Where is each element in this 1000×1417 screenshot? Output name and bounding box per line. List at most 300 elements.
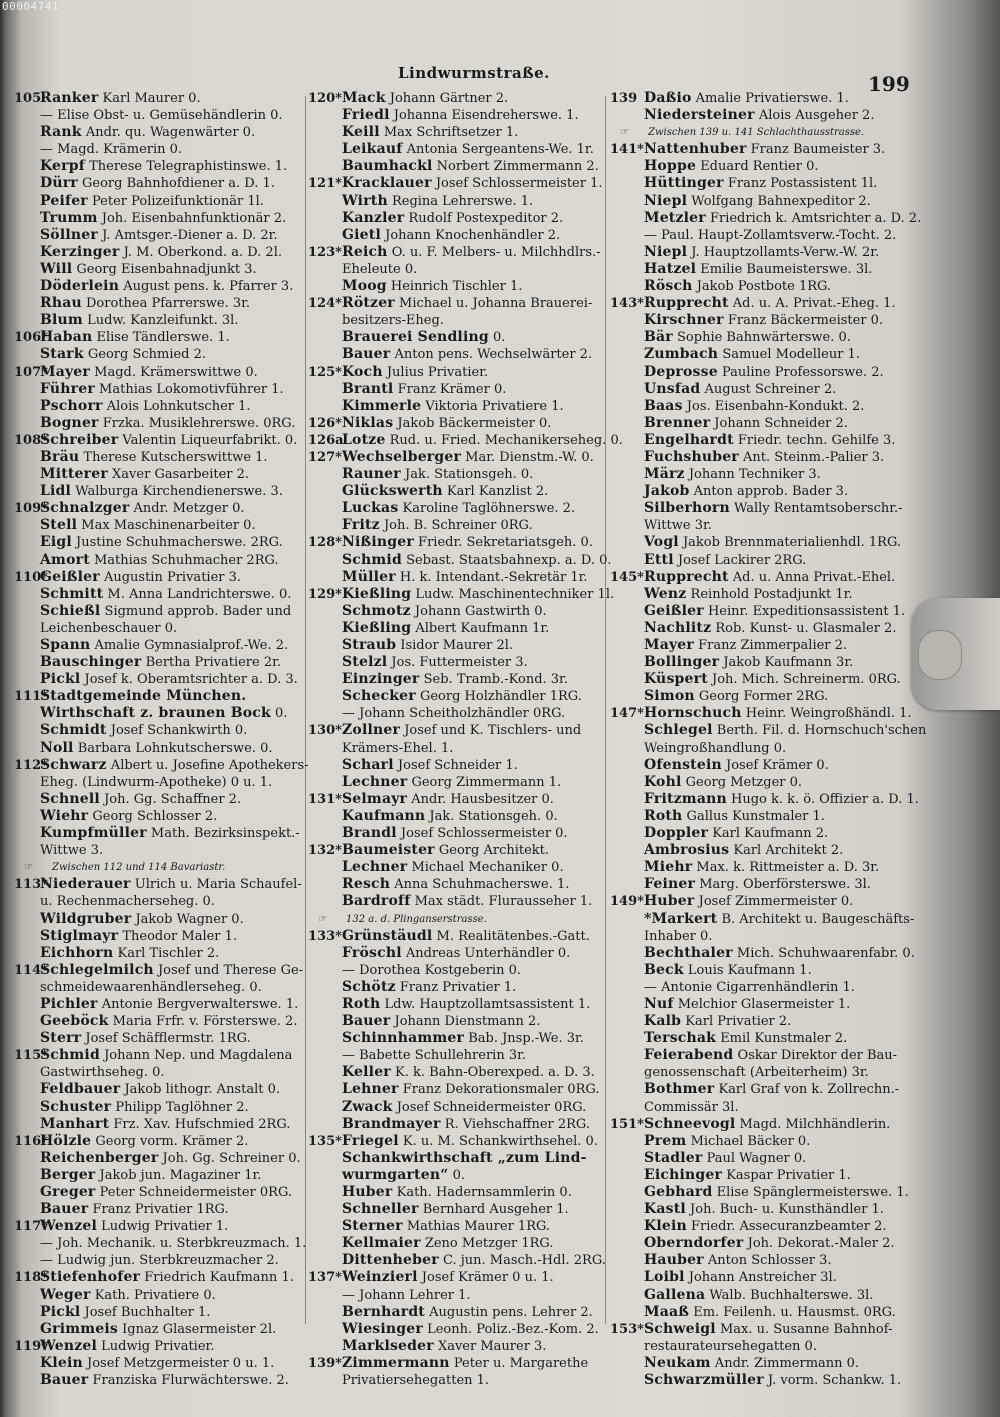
directory-entry (610, 1372, 905, 1389)
directory-entry (308, 175, 606, 192)
resident-surname: Terschak (644, 1030, 717, 1047)
directory-entry (14, 1150, 306, 1167)
resident-details: Rud. u. Fried. Mechanikerseheg. 0. (385, 432, 623, 448)
resident-surname: Wildgruber (40, 910, 132, 927)
house-number: 112* (14, 757, 48, 773)
directory-entry (14, 603, 306, 620)
resident-details: Joh. Dekorat.-Maler 2. (743, 1236, 895, 1252)
directory-entry (14, 979, 306, 996)
street-note: Zwischen 112 und 114 Bavariastr. (52, 862, 226, 874)
directory-entry (14, 534, 306, 551)
directory-entry (14, 381, 306, 398)
resident-surname: Niederauer (40, 876, 131, 893)
resident-surname: Schankwirthschaft „zum Lind- (342, 1149, 587, 1166)
resident-surname: Eigl (40, 534, 72, 551)
directory-entry (14, 842, 306, 859)
resident-details: Anton approb. Bader 3. (689, 484, 849, 500)
resident-details: Jakob Kaufmann 3r. (719, 655, 854, 671)
directory-entry (308, 1235, 606, 1252)
directory-entry (308, 483, 606, 500)
resident-surname: Weinzierl (342, 1269, 418, 1286)
resident-details: Xaver Gasarbeiter 2. (107, 467, 250, 483)
resident-details: Eheleute 0. (342, 261, 418, 277)
directory-entry (308, 329, 606, 346)
resident-surname: Dürr (40, 175, 78, 192)
resident-surname: Niklas (342, 414, 394, 431)
directory-entry (308, 1116, 606, 1133)
column-right (610, 90, 927, 1389)
directory-entry (14, 398, 306, 415)
directory-entry (14, 107, 306, 124)
resident-details: Karl Maurer 0. (98, 91, 201, 106)
resident-surname: Gebhard (644, 1184, 713, 1200)
directory-entry (610, 193, 905, 210)
directory-entry (308, 842, 606, 859)
resident-details: Antonie Bergverwalterswe. 1. (97, 996, 299, 1012)
resident-details: Kath. Hadernsammlerin 0. (392, 1185, 572, 1200)
resident-surname: Bauer (40, 1372, 89, 1389)
resident-details: K. k. Bahn-Oberexped. a. D. 3. (390, 1065, 595, 1081)
resident-surname: Bräu (40, 448, 80, 465)
directory-entry (610, 671, 905, 688)
resident-surname: Schwarz (40, 756, 107, 773)
resident-details: Frzka. Musiklehrerswe. 0RG. (98, 415, 296, 431)
resident-details: Melchior Glasermeister 1. (673, 996, 851, 1012)
resident-surname: Hauber (644, 1252, 704, 1269)
resident-details: Philipp Taglöhner 2. (111, 1099, 249, 1115)
resident-surname: Resch (342, 876, 391, 893)
directory-entry (610, 740, 905, 757)
house-number: 106* (14, 330, 48, 346)
resident-surname: Feierabend (644, 1047, 734, 1064)
directory-entry (610, 278, 905, 295)
resident-details: Norbert Zimmermann 2. (432, 159, 599, 175)
directory-entry (308, 962, 606, 979)
resident-details: Josef Zimmermeister 0. (694, 894, 854, 910)
resident-details: Bertha Privatiere 2r. (141, 655, 282, 671)
resident-surname: Stadler (644, 1149, 703, 1166)
resident-details: Rob. Kunst- u. Glasmaler 2. (711, 620, 897, 636)
house-number: 113* (14, 877, 48, 893)
resident-surname: Peifer (40, 192, 88, 209)
resident-surname: Kastl (644, 1201, 686, 1218)
house-number: 124* (308, 296, 342, 312)
resident-details: Georg Bahnhofdiener a. D. 1. (77, 176, 275, 192)
directory-entry (14, 1269, 306, 1286)
resident-surname: Jakob (644, 483, 690, 500)
directory-entry (14, 569, 306, 586)
resident-details: — Paul. Haupt-Zollamtsverw.-Tocht. 2. (644, 227, 897, 243)
resident-surname: Wenz (644, 585, 687, 602)
resident-details: Gallus Kunstmaler 1. (682, 808, 825, 824)
resident-surname: Schneller (342, 1201, 419, 1218)
resident-surname: Geißler (644, 602, 704, 619)
resident-surname: Geißler (40, 568, 100, 585)
directory-entry (14, 158, 306, 175)
resident-details: Eduard Rentier 0. (696, 159, 819, 175)
directory-entry (14, 141, 306, 158)
directory-entry (610, 381, 905, 398)
resident-surname: Loibl (644, 1269, 685, 1286)
resident-surname: Feldbauer (40, 1081, 121, 1098)
house-number: 116* (14, 1133, 48, 1149)
house-number: 109* (14, 501, 48, 517)
directory-entry (308, 107, 606, 124)
resident-details: Seb. Tramb.-Kond. 3r. (419, 672, 568, 688)
resident-details: Max Maschinenarbeiter 0. (77, 518, 256, 534)
resident-surname: Hornschuch (644, 705, 742, 722)
resident-surname: Kohl (644, 773, 682, 790)
resident-details: Georg Architekt. (434, 843, 550, 859)
resident-details: Ignaz Glasermeister 2l. (118, 1321, 277, 1337)
resident-details: Johanna Eisendreherswe. 1. (389, 108, 579, 124)
resident-details: Amalie Privatierswe. 1. (691, 91, 849, 106)
directory-entry (610, 1167, 905, 1184)
resident-surname: Blum (40, 312, 83, 329)
directory-entry (610, 996, 905, 1013)
resident-details: Alois Lohnkutscher 1. (102, 398, 251, 414)
resident-surname: Kießling (342, 619, 412, 636)
resident-surname: Stadtgemeinde München. (40, 688, 247, 705)
resident-surname: Prem (644, 1132, 687, 1149)
resident-details: Sebast. Staatsbahnexp. a. D. 0. (401, 552, 612, 568)
resident-details: H. k. Intendant.-Sekretär 1r. (395, 569, 588, 585)
resident-surname: Grimmeis (40, 1320, 118, 1337)
directory-entry (14, 586, 306, 603)
resident-details: Anna Schuhmacherswe. 1. (390, 877, 570, 893)
directory-entry (14, 1133, 306, 1150)
resident-details: Augustin Privatier 3. (99, 569, 242, 585)
resident-details: Georg Schlosser 2. (88, 808, 218, 824)
resident-details: Gastwirthseheg. 0. (40, 1065, 165, 1081)
directory-entry (308, 1269, 606, 1286)
resident-surname: Brantl (342, 380, 394, 397)
resident-details: Georg Schmied 2. (83, 347, 207, 363)
resident-details: restaurateursehegatten 0. (644, 1338, 817, 1354)
resident-details: — Elise Obst- u. Gemüsehändlerin 0. (40, 108, 283, 124)
resident-details: Joh. Gg. Schaffner 2. (99, 791, 242, 807)
directory-entry (610, 1064, 905, 1081)
directory-entry (14, 1304, 306, 1321)
resident-surname: Unsfad (644, 380, 701, 397)
resident-surname: Kerzinger (40, 243, 120, 260)
resident-surname: Schmid (342, 551, 402, 568)
resident-details: Josef Lackirer 2RG. (673, 552, 807, 568)
directory-entry (610, 859, 905, 876)
resident-surname: März (644, 466, 685, 483)
directory-entry (308, 928, 606, 945)
directory-entry (14, 1047, 306, 1064)
resident-details: Zeno Metzger 1RG. (420, 1236, 554, 1252)
directory-entry (14, 124, 306, 141)
directory-entry (610, 722, 927, 739)
resident-surname: Bauer (40, 1201, 89, 1218)
pointing-hand-icon: ☞ (24, 862, 33, 874)
resident-surname: Rupprecht (644, 295, 729, 312)
resident-details: Franz Zimmerpalier 2. (694, 638, 848, 653)
resident-surname: Schmidt (40, 722, 107, 739)
resident-details: Amalie Gymnasialprof.-We. 2. (90, 638, 289, 653)
resident-surname: Baumeister (342, 842, 435, 859)
directory-entry (610, 534, 905, 551)
house-number: 139 (610, 91, 638, 106)
directory-entry (308, 210, 606, 227)
resident-surname: Niepl (644, 243, 688, 260)
house-number: 127* (308, 449, 342, 465)
resident-surname: Miehr (644, 859, 693, 876)
resident-surname: Roth (644, 807, 683, 824)
resident-details: besitzers-Eheg. (342, 313, 444, 329)
resident-details: Antonia Sergeantens-We. 1r. (402, 142, 594, 158)
resident-details: Hugo k. k. ö. Offizier a. D. 1. (726, 791, 919, 807)
resident-details: Walb. Buchhalterswe. 3l. (705, 1287, 874, 1303)
directory-entry (308, 431, 623, 449)
resident-details: Johann Schneider 2. (710, 415, 848, 431)
resident-surname: Stark (40, 346, 84, 363)
resident-details: Leonh. Poliz.-Bez.-Kom. 2. (422, 1321, 599, 1337)
resident-surname: Brandl (342, 825, 397, 842)
resident-details: Franz Privatier 1RG. (88, 1202, 229, 1218)
resident-surname: Keller (342, 1064, 391, 1081)
resident-surname: Nattenhuber (644, 141, 747, 158)
directory-entry (308, 346, 606, 363)
house-number: 108* (14, 432, 48, 448)
house-number: 147* (610, 706, 644, 722)
resident-details: Josef k. Oberamtsrichter a. D. 3. (80, 672, 298, 688)
directory-entry (14, 1167, 306, 1184)
resident-details: 0. (270, 706, 288, 722)
resident-surname: Bauer (342, 1013, 391, 1030)
directory-entry (610, 825, 905, 842)
resident-surname: Brandmayer (342, 1115, 441, 1132)
resident-surname: Feiner (644, 876, 696, 893)
resident-surname: Kimmerle (342, 397, 422, 414)
house-number: 153* (610, 1321, 644, 1337)
resident-surname: Kießling (342, 585, 412, 602)
directory-entry (14, 740, 306, 757)
resident-surname: Wirthschaft z. braunen Bock (40, 705, 271, 722)
resident-details: Alois Ausgeher 2. (754, 108, 875, 124)
resident-details: Josef und K. Tischlers- und (400, 723, 582, 739)
directory-entry (308, 1150, 606, 1167)
directory-entry (610, 928, 905, 945)
resident-details: Sigmund approb. Bader und (100, 603, 292, 619)
directory-entry (610, 1081, 905, 1098)
page-number: 199 (868, 72, 910, 96)
directory-entry (610, 910, 915, 928)
resident-surname: Rupprecht (644, 568, 729, 585)
directory-entry (610, 329, 905, 346)
resident-details: Wolfgang Bahnexpeditor 2. (687, 193, 871, 209)
directory-entry (610, 295, 905, 312)
house-number: 129* (308, 586, 342, 602)
resident-surname: Ranker (40, 90, 99, 106)
directory-entry (14, 1013, 306, 1030)
resident-surname: Engelhardt (644, 431, 734, 448)
directory-entry (14, 193, 306, 210)
resident-surname: Lotze (342, 431, 386, 448)
resident-details: Barbara Lohnkutscherswe. 0. (73, 740, 273, 756)
directory-entry (308, 620, 606, 637)
house-number: 145* (610, 569, 644, 585)
resident-details: Wittwe 3. (40, 843, 104, 859)
resident-surname: Wenzel (40, 1218, 98, 1235)
directory-entry (610, 1184, 909, 1201)
resident-surname: Maaß (644, 1303, 690, 1320)
resident-details: Eheg. (Lindwurm-Apotheke) 0 u. 1. (40, 774, 273, 790)
resident-surname: Scharl (342, 756, 394, 773)
directory-entry (308, 1321, 606, 1338)
directory-entry (308, 1355, 606, 1372)
resident-details: Andr. Zimmermann 0. (710, 1355, 860, 1371)
resident-surname: Zwack (342, 1098, 393, 1115)
directory-entry (14, 1372, 306, 1389)
resident-details: Albert Kaufmann 1r. (411, 620, 550, 636)
resident-details: Albert u. Josefine Apothekers- (106, 757, 309, 773)
resident-surname: Nachlitz (644, 619, 712, 636)
directory-entry (14, 312, 306, 329)
resident-surname: Manhart (40, 1115, 110, 1132)
house-number: 135* (308, 1133, 342, 1149)
resident-details: Josef und Therese Ge- (153, 962, 304, 978)
resident-details: genossenschaft (Arbeiterheim) 3r. (644, 1065, 869, 1081)
resident-details: Isidor Maurer 2l. (396, 638, 514, 653)
resident-surname: Stiglmayr (40, 927, 119, 944)
resident-details: Georg Holzhändler 1RG. (415, 689, 582, 705)
resident-surname: Huber (644, 893, 695, 910)
resident-surname: Simon (644, 688, 695, 705)
directory-entry (610, 1047, 905, 1064)
resident-surname: Schneevogl (644, 1115, 736, 1132)
resident-details: Oskar Direktor der Bau- (733, 1048, 898, 1064)
resident-details: Regina Lehrerswe. 1. (387, 193, 534, 209)
resident-details: Heinrich Tischler 1. (386, 279, 523, 295)
directory-entry (610, 603, 905, 620)
resident-details: Andreas Unterhändler 0. (401, 945, 571, 961)
directory-entry (308, 500, 606, 517)
directory-entry (14, 774, 306, 791)
resident-surname: Deprosse (644, 363, 718, 380)
resident-surname: *Markert (644, 910, 718, 927)
resident-surname: Mack (342, 90, 386, 106)
directory-entry (610, 483, 905, 500)
resident-surname: Lechner (342, 859, 408, 876)
directory-entry (308, 244, 606, 261)
resident-surname: Hoppe (644, 158, 697, 175)
street-note: Zwischen 139 u. 141 Schlachthausstrasse. (648, 127, 865, 139)
resident-surname: Metzler (644, 209, 706, 226)
resident-details: Franz Privatier 1. (395, 979, 517, 995)
directory-entry (308, 1304, 606, 1321)
resident-details: Jakob jun. Magaziner 1r. (95, 1167, 262, 1183)
directory-entry (610, 893, 905, 910)
resident-details: 0. (448, 1167, 466, 1183)
resident-details: Theodor Maler 1. (118, 928, 238, 944)
resident-surname: Haban (40, 329, 93, 346)
resident-surname: Bernhardt (342, 1303, 425, 1320)
resident-surname: Selmayr (342, 790, 408, 807)
resident-details: Ludw. Maschinentechniker 1l. (411, 586, 615, 602)
resident-details: Franz Dekorationsmaler 0RG. (398, 1082, 600, 1098)
resident-details: Heinr. Weingroßhändl. 1. (741, 706, 912, 722)
resident-surname: Zumbach (644, 346, 719, 363)
resident-surname: Döderlein (40, 278, 120, 295)
resident-details: Karl Kanzlist 2. (442, 484, 549, 500)
directory-entry (610, 1116, 905, 1133)
directory-entry (308, 722, 606, 739)
directory-entry (308, 124, 606, 141)
resident-details: Privatiersehegatten 1. (342, 1373, 490, 1389)
directory-entry (308, 398, 606, 415)
resident-details: Georg vorm. Krämer 2. (91, 1133, 249, 1149)
house-number: 139* (308, 1355, 342, 1371)
resident-details: schmeidewaarenhändlerseheg. 0. (40, 979, 262, 995)
directory-entry (14, 1355, 306, 1372)
directory-entry (308, 740, 606, 757)
directory-entry (308, 261, 606, 278)
resident-surname: Niedersteiner (644, 107, 755, 124)
resident-surname: Grünstäudl (342, 927, 433, 944)
directory-entry (14, 1218, 306, 1235)
resident-details: Wally Rentamtsoberschr.- (729, 501, 903, 517)
resident-surname: Klein (40, 1354, 83, 1371)
resident-details: Josef Metzgermeister 0 u. 1. (82, 1355, 275, 1371)
resident-details: Emil Kunstmaler 2. (716, 1031, 848, 1047)
resident-details: Anton Schlosser 3. (703, 1253, 832, 1269)
directory-entry (308, 227, 606, 244)
directory-entry (610, 175, 905, 192)
resident-details: Emilie Baumeisterswe. 3l. (696, 261, 873, 277)
resident-surname: Rötzer (342, 295, 395, 312)
resident-details: Peter Schneidermeister 0RG. (95, 1185, 293, 1200)
resident-details: Jak. Stationsgeh. 0. (400, 467, 534, 483)
directory-entry (14, 722, 306, 739)
directory-entry (308, 534, 606, 551)
resident-details: Franz Krämer 0. (393, 381, 507, 397)
house-number: 123* (308, 244, 342, 260)
directory-entry (14, 329, 306, 346)
resident-surname: Amort (40, 551, 90, 568)
resident-surname: Geeböck (40, 1013, 109, 1030)
directory-entry (308, 585, 615, 603)
house-number: 115* (14, 1048, 48, 1064)
directory-entry (14, 876, 306, 893)
directory-entry (14, 808, 306, 825)
resident-details: Magd. Milchhändlerin. (735, 1116, 891, 1132)
directory-entry (14, 671, 306, 688)
resident-surname: Hatzel (644, 260, 697, 277)
resident-surname: Noll (40, 739, 74, 756)
directory-entry (14, 1116, 306, 1133)
resident-details: — Babette Schullehrerin 3r. (342, 1048, 527, 1064)
directory-entry (610, 552, 905, 569)
directory-entry (14, 449, 306, 466)
directory-entry (610, 569, 905, 586)
house-number: 120* (308, 91, 342, 106)
resident-surname: Mitterer (40, 466, 108, 483)
resident-surname: Fritzmann (644, 790, 727, 807)
pointing-hand-icon: ☞ (318, 913, 327, 925)
resident-details: Jakob lithogr. Anstalt 0. (120, 1082, 281, 1098)
resident-surname: Bechthaler (644, 944, 733, 961)
directory-entry (610, 449, 905, 466)
resident-surname: Führer (40, 380, 95, 397)
resident-details: Joh. Mich. Schreinerm. 0RG. (707, 672, 901, 688)
resident-surname: Ettl (644, 551, 674, 568)
resident-details: Elise Tändlerswe. 1. (92, 330, 230, 346)
resident-surname: Kracklauer (342, 175, 432, 192)
directory-entry (308, 945, 606, 962)
